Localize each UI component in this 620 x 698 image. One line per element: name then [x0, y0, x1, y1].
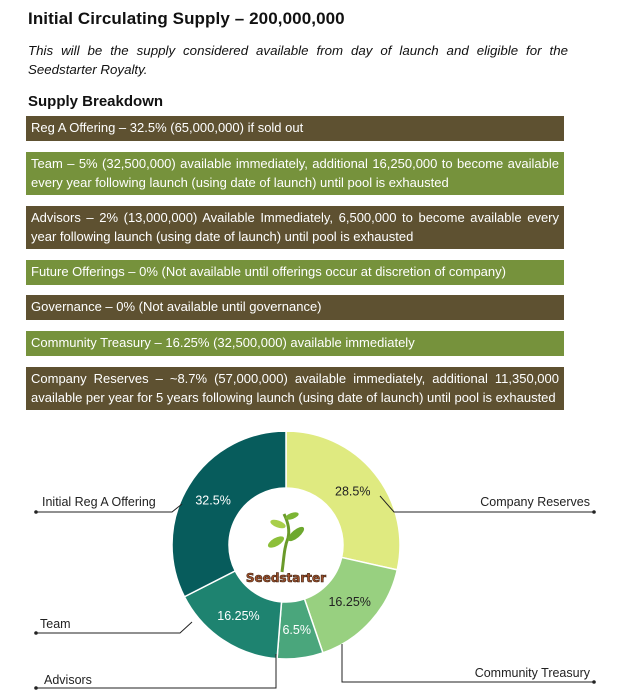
- chart-leader-lines: [34, 496, 596, 690]
- breakdown-item-governance: Governance – 0% (Not available until governance): [26, 295, 564, 320]
- legend-label-company-reserves: Company Reserves: [480, 495, 590, 509]
- slice-company-reserves: [286, 432, 400, 570]
- legend-label-initial-reg-a-offering: Initial Reg A Offering: [42, 495, 156, 509]
- seedstarter-logo: [246, 511, 326, 585]
- logo-wordmark: Seedstarter: [245, 571, 327, 585]
- supply-donut-chart: [0, 432, 620, 698]
- data-label-company-reserves: 28.5%: [335, 484, 371, 499]
- page-subtitle: This will be the supply considered available from day of launch and eligible for the Seedstarter Royalty.: [28, 43, 568, 77]
- data-label-community-treasury: 16.25%: [328, 595, 371, 610]
- page-title: Initial Circulating Supply – 200,000,000: [28, 9, 345, 28]
- chart-legend-labels: [40, 495, 591, 687]
- data-label-initial-reg-a-offering: 32.5%: [195, 493, 231, 508]
- leader-dot-company-reserves: [592, 510, 596, 514]
- data-label-advisors: 6.5%: [282, 622, 311, 637]
- leader-dot-community-treasury: [592, 680, 596, 684]
- breakdown-item-reg-a: Reg A Offering – 32.5% (65,000,000) if sold out: [26, 116, 564, 141]
- breakdown-item-advisors: Advisors – 2% (13,000,000) Available Immediately, 6,500,000 to become available every year following launch (using date of launch) until pool is exhausted: [26, 206, 564, 249]
- leader-dot-advisors: [34, 686, 38, 690]
- breakdown-item-future-offerings: Future Offerings – 0% (Not available until offerings occur at discretion of company): [26, 260, 564, 285]
- legend-label-team: Team: [40, 617, 71, 631]
- data-label-team: 16.25%: [217, 609, 260, 624]
- leader-dot-initial-reg-a-offering: [34, 510, 38, 514]
- breakdown-item-company-reserves: Company Reserves – ~8.7% (57,000,000) available immediately, additional 11,350,000 available per year for 5 years following launch (using date of launch) until pool is exhausted: [26, 367, 564, 410]
- breakdown-item-community-treasury: Community Treasury – 16.25% (32,500,000) available immediately: [26, 331, 564, 356]
- legend-label-advisors: Advisors: [44, 673, 92, 687]
- legend-label-community-treasury: Community Treasury: [474, 666, 590, 680]
- breakdown-item-team: Team – 5% (32,500,000) available immediately, additional 16,250,000 to become available every year following launch (using date of launch) until pool is exhausted: [26, 152, 564, 195]
- leader-dot-team: [34, 631, 38, 635]
- supply-breakdown-heading: Supply Breakdown: [28, 93, 164, 110]
